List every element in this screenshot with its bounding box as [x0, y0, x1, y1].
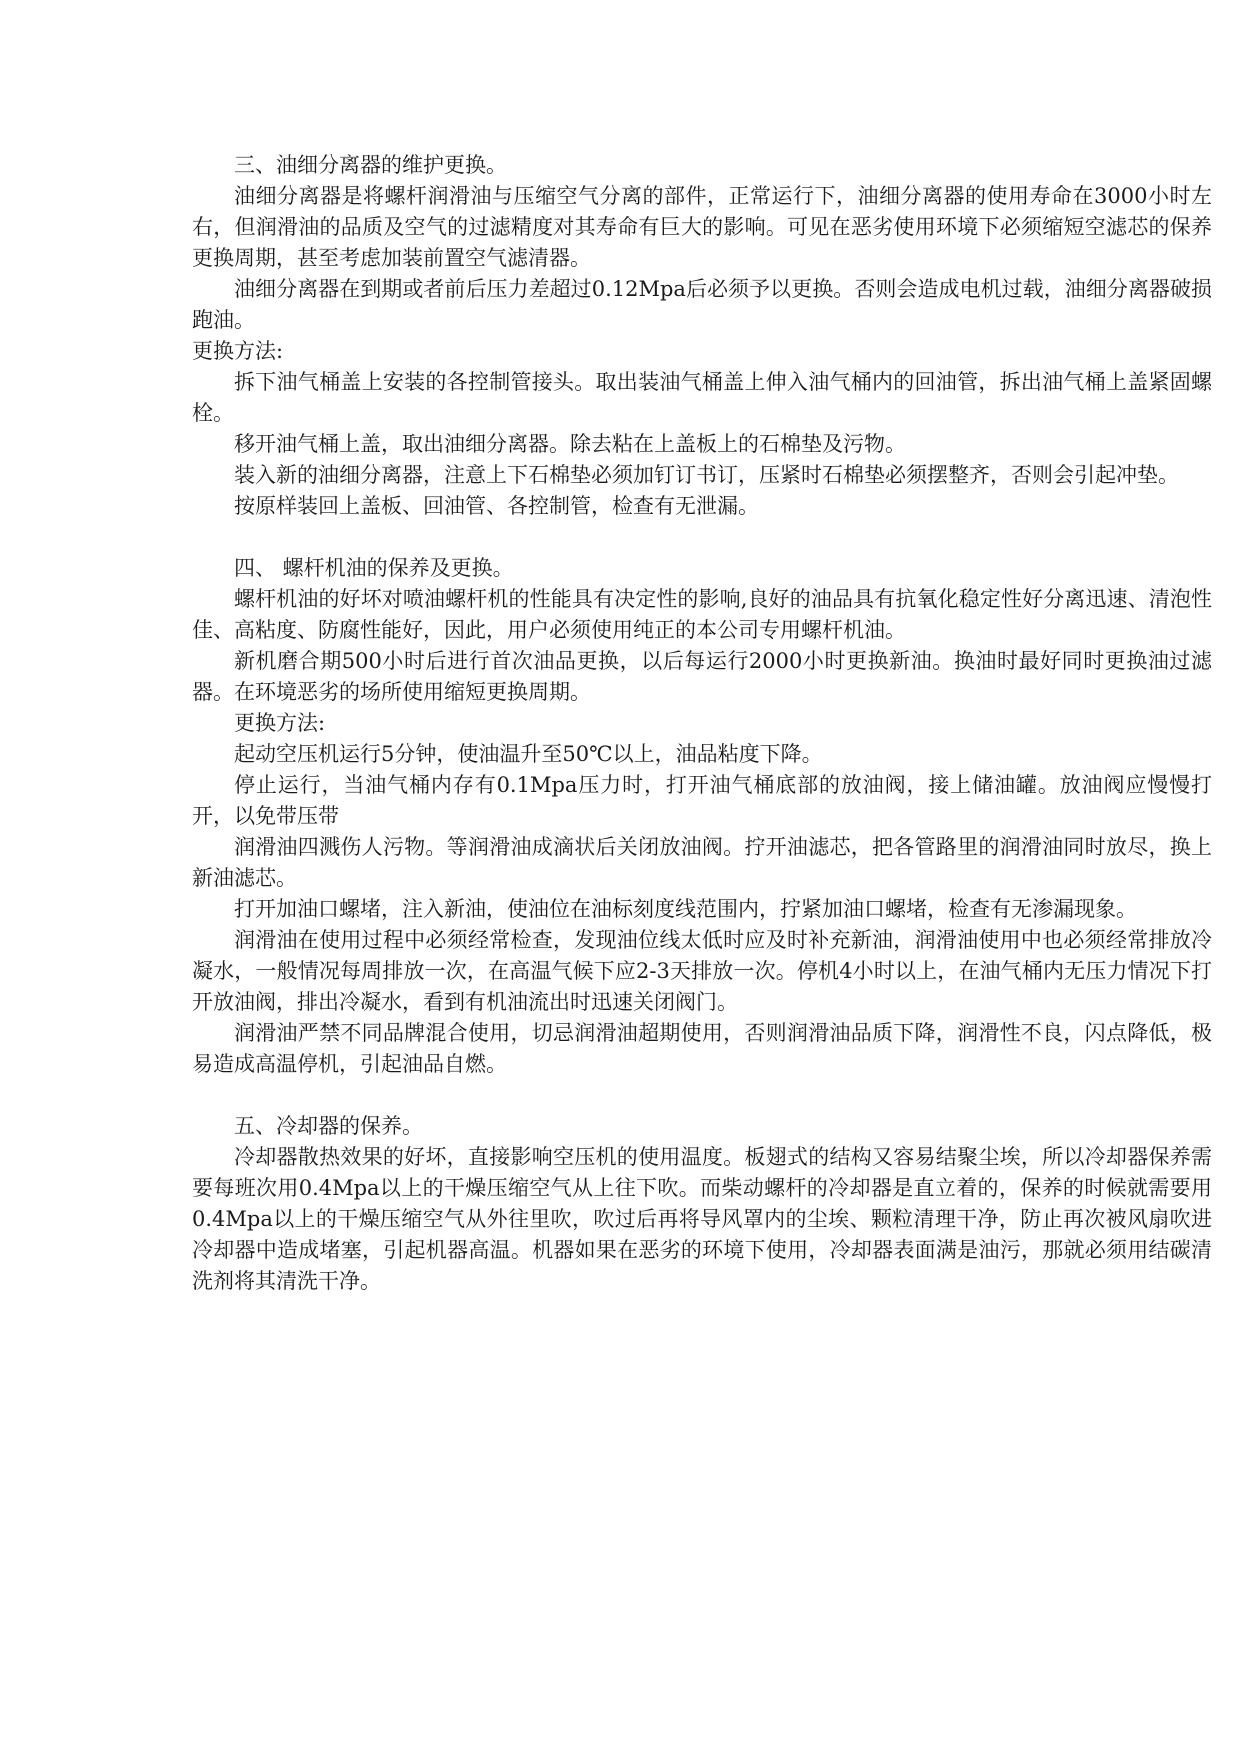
- section-4-step-4: 打开加油口螺堵，注入新油，使油位在油标刻度线范围内，拧紧加油口螺堵，检查有无渗漏现象。: [234, 897, 1137, 921]
- section-4-paragraph-3: 润滑油在使用过程中必须经常检查，发现油位线太低时应及时补充新油，润滑油使用中也必须经常排放冷凝水，一般情况每周排放一次，在高温气候下应2-3天排放一次。停机4小时以上，在油气桶内无压力情况下打开放油阀，排出冷凝水，看到有机油流出时迅速关闭阀门。: [192, 928, 1212, 1014]
- section-4-paragraph-4: 润滑油严禁不同品牌混合使用，切忌润滑油超期使用，否则润滑油品质下降，润滑性不良，闪点降低，极易造成高温停机，引起油品自燃。: [192, 1021, 1212, 1076]
- section-4-method-label: 更换方法:: [234, 711, 326, 735]
- section-4-paragraph-2: 新机磨合期500小时后进行首次油品更换，以后每运行2000小时更换新油。换油时最好同时更换油过滤器。在环境恶劣的场所使用缩短更换周期。: [192, 649, 1212, 704]
- section-4-heading: 四、 螺杆机油的保养及更换。: [234, 556, 514, 580]
- section-spacer: [192, 522, 1212, 553]
- section-4-step-3: 润滑油四溅伤人污物。等润滑油成滴状后关闭放油阀。拧开油滤芯，把各管路里的润滑油同时放尽，换上新油滤芯。: [192, 835, 1212, 890]
- section-3-heading: 三、油细分离器的维护更换。: [234, 153, 507, 177]
- section-5-heading: 五、冷却器的保养。: [234, 1114, 423, 1138]
- section-4-step-1: 起动空压机运行5分钟，使油温升至50℃以上，油品粘度下降。: [234, 742, 823, 766]
- section-4-step-2: 停止运行，当油气桶内存有0.1Mpa压力时，打开油气桶底部的放油阀，接上储油罐。放油阀应慢慢打开，以免带压带: [192, 773, 1212, 828]
- section-3-step-4: 按原样装回上盖板、回油管、各控制管，检查有无泄漏。: [234, 494, 759, 518]
- section-3-paragraph-2: 油细分离器在到期或者前后压力差超过0.12Mpa后必须予以更换。否则会造成电机过载，油细分离器破损跑油。: [192, 277, 1212, 332]
- section-spacer: [192, 1080, 1212, 1111]
- section-4-paragraph-1: 螺杆机油的好坏对喷油螺杆机的性能具有决定性的影响,良好的油品具有抗氧化稳定性好分离迅速、清泡性佳、高粘度、防腐性能好，因此，用户必须使用纯正的本公司专用螺杆机油。: [192, 587, 1212, 642]
- section-3-step-1: 拆下油气桶盖上安装的各控制管接头。取出装油气桶盖上伸入油气桶内的回油管，拆出油气桶上盖紧固螺栓。: [192, 370, 1212, 425]
- section-3-step-2: 移开油气桶上盖，取出油细分离器。除去粘在上盖板上的石棉垫及污物。: [234, 432, 906, 456]
- section-3-paragraph-1: 油细分离器是将螺杆润滑油与压缩空气分离的部件，正常运行下，油细分离器的使用寿命在3000小时左右，但润滑油的品质及空气的过滤精度对其寿命有巨大的影响。可见在恶劣使用环境下必须缩短空滤芯的保养更换周期，甚至考虑加装前置空气滤清器。: [192, 184, 1212, 270]
- section-5-paragraph-1: 冷却器散热效果的好坏，直接影响空压机的使用温度。板翅式的结构又容易结聚尘埃，所以冷却器保养需要每班次用0.4Mpa以上的干燥压缩空气从上往下吹。而柴动螺杆的冷却器是直立着的，保养的时候就需要用0.4Mpa以上的干燥压缩空气从外往里吹，吹过后再将导风罩内的尘埃、颗粒清理干净，防止再次被风扇吹进冷却器中造成堵塞，引起机器高温。机器如果在恶劣的环境下使用，冷却器表面满是油污，那就必须用结碳清洗剂将其清洗干净。: [192, 1145, 1212, 1293]
- document-body: [192, 150, 1212, 1297]
- section-3-step-3: 装入新的油细分离器，注意上下石棉垫必须加钉订书订，压紧时石棉垫必须摆整齐，否则会引起冲垫。: [234, 463, 1179, 487]
- section-3-method-label: 更换方法:: [192, 339, 284, 363]
